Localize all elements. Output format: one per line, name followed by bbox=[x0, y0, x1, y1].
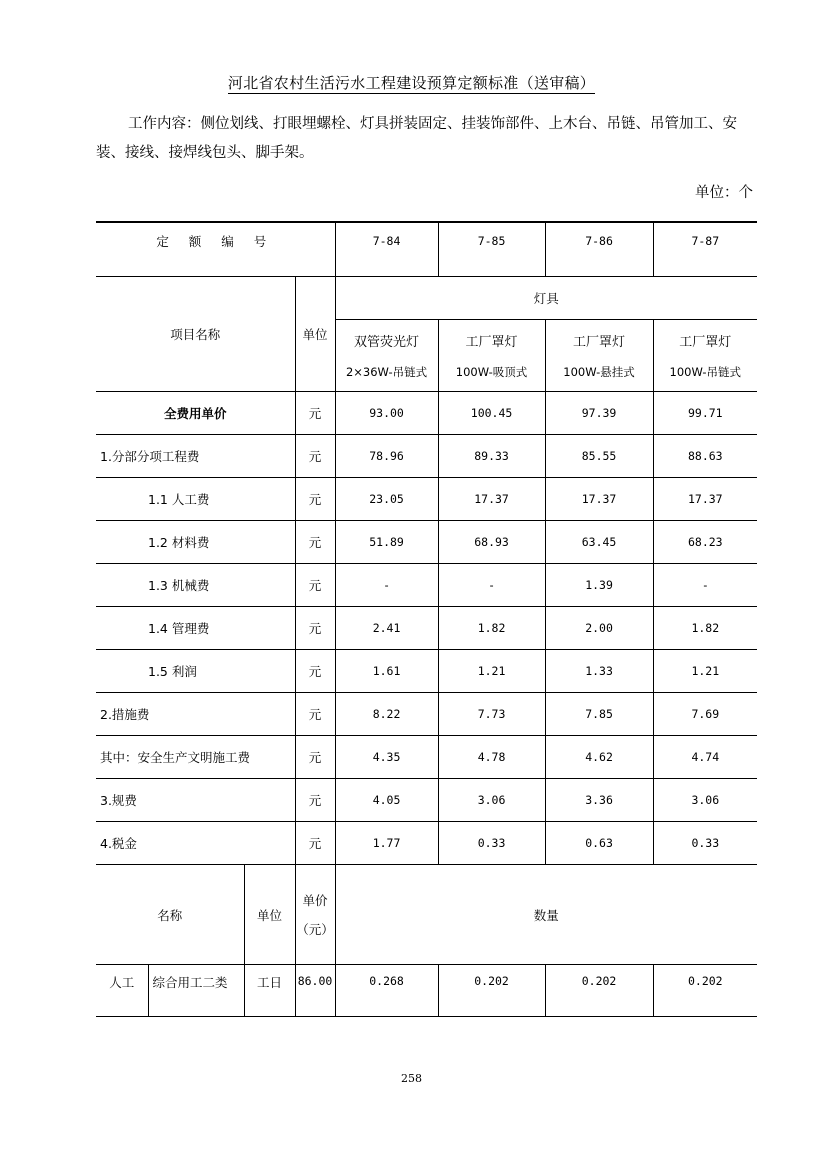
cell-value: 8.22 bbox=[335, 693, 438, 736]
row-label: 1.1 人工费 bbox=[96, 478, 295, 521]
cell-value: 0.33 bbox=[653, 822, 757, 865]
row-unit: 元 bbox=[295, 607, 335, 650]
quota-code: 7-85 bbox=[438, 222, 545, 277]
consumption-name: 综合用工二类 bbox=[148, 965, 244, 1017]
table-row bbox=[96, 736, 757, 779]
table-row bbox=[96, 521, 757, 564]
row-label: 1.3 机械费 bbox=[96, 564, 295, 607]
row-unit: 元 bbox=[295, 478, 335, 521]
row-unit: 元 bbox=[295, 392, 335, 435]
cell-value: 88.63 bbox=[653, 435, 757, 478]
row-label: 1.分部分项工程费 bbox=[96, 435, 295, 478]
cell-value: 17.37 bbox=[438, 478, 545, 521]
consumption-category: 人工 bbox=[96, 965, 148, 1017]
cell-value: 4.05 bbox=[335, 779, 438, 822]
column-header bbox=[335, 320, 438, 392]
row-label: 2.措施费 bbox=[96, 693, 295, 736]
row-unit: 元 bbox=[295, 779, 335, 822]
cell-value: 1.33 bbox=[545, 650, 653, 693]
cell-value: - bbox=[438, 564, 545, 607]
group-header: 灯具 bbox=[335, 277, 757, 320]
cell-value: - bbox=[335, 564, 438, 607]
column-spec: 2×36W-吊链式 bbox=[345, 365, 428, 379]
column-name: 工厂罩灯 bbox=[679, 335, 732, 350]
consumption-name-header: 名称 bbox=[96, 865, 244, 965]
consumption-unit-header: 单位 bbox=[244, 865, 295, 965]
consumption-header-row bbox=[96, 865, 757, 965]
row-unit: 元 bbox=[295, 822, 335, 865]
cell-value: 4.78 bbox=[438, 736, 545, 779]
consumption-unit: 工日 bbox=[244, 965, 295, 1017]
cell-value: 1.77 bbox=[335, 822, 438, 865]
cell-value: 3.36 bbox=[545, 779, 653, 822]
table-row bbox=[96, 779, 757, 822]
column-spec: 100W-吸顶式 bbox=[455, 365, 528, 379]
cell-value: 17.37 bbox=[545, 478, 653, 521]
table-row bbox=[96, 564, 757, 607]
row-unit: 元 bbox=[295, 521, 335, 564]
cell-value: 100.45 bbox=[438, 392, 545, 435]
cell-value: 89.33 bbox=[438, 435, 545, 478]
column-spec: 100W-悬挂式 bbox=[563, 365, 635, 379]
row-label: 3.规费 bbox=[96, 779, 295, 822]
table-row bbox=[96, 478, 757, 521]
quantity-header: 数量 bbox=[335, 865, 757, 965]
column-header bbox=[653, 320, 757, 392]
cell-value: 63.45 bbox=[545, 521, 653, 564]
column-name: 工厂罩灯 bbox=[465, 335, 518, 350]
cell-value: 0.268 bbox=[335, 965, 438, 1017]
quota-code: 7-86 bbox=[545, 222, 653, 277]
page-number: 258 bbox=[401, 1072, 422, 1085]
row-unit: 元 bbox=[295, 564, 335, 607]
consumption-price-header bbox=[295, 865, 335, 965]
row-unit: 元 bbox=[295, 736, 335, 779]
group-header-row bbox=[96, 277, 757, 320]
cell-value: 68.23 bbox=[653, 521, 757, 564]
work-content: 工作内容：侧位划线、打眼埋螺栓、灯具拼装固定、挂装饰部件、上木台、吊链、吊管加工、安装、接线、接焊线包头、脚手架。 bbox=[96, 116, 737, 161]
row-label: 其中：安全生产文明施工费 bbox=[96, 736, 295, 779]
price-header-line1: 单价 bbox=[302, 892, 328, 908]
cell-value: 1.21 bbox=[438, 650, 545, 693]
column-name: 双管荧光灯 bbox=[354, 335, 420, 350]
quota-code-label: 定 额 编 号 bbox=[96, 222, 335, 277]
cell-value: 0.33 bbox=[438, 822, 545, 865]
row-unit: 元 bbox=[295, 693, 335, 736]
quota-code: 7-87 bbox=[653, 222, 757, 277]
cell-value: 4.74 bbox=[653, 736, 757, 779]
column-header bbox=[545, 320, 653, 392]
row-unit: 元 bbox=[295, 435, 335, 478]
row-unit: 元 bbox=[295, 650, 335, 693]
cell-value: 0.202 bbox=[438, 965, 545, 1017]
price-header-line2: （元） bbox=[296, 921, 334, 937]
cell-value: 3.06 bbox=[438, 779, 545, 822]
cell-value: 1.39 bbox=[545, 564, 653, 607]
cell-value: 99.71 bbox=[653, 392, 757, 435]
cell-value: 1.21 bbox=[653, 650, 757, 693]
unit-label: 单位：个 bbox=[695, 185, 753, 201]
cell-value: 0.202 bbox=[653, 965, 757, 1017]
consumption-price: 86.00 bbox=[295, 965, 335, 1017]
cell-value: 4.62 bbox=[545, 736, 653, 779]
cell-value: 51.89 bbox=[335, 521, 438, 564]
consumption-row bbox=[96, 965, 757, 1017]
cell-value: 1.82 bbox=[438, 607, 545, 650]
cell-value: 2.41 bbox=[335, 607, 438, 650]
cell-value: 68.93 bbox=[438, 521, 545, 564]
cell-value: 17.37 bbox=[653, 478, 757, 521]
cell-value: 1.61 bbox=[335, 650, 438, 693]
table-row bbox=[96, 607, 757, 650]
cell-value: 0.202 bbox=[545, 965, 653, 1017]
cell-value: 93.00 bbox=[335, 392, 438, 435]
cell-value: 2.00 bbox=[545, 607, 653, 650]
column-header bbox=[438, 320, 545, 392]
cell-value: 0.63 bbox=[545, 822, 653, 865]
quota-code-row bbox=[96, 222, 757, 277]
document-title: 河北省农村生活污水工程建设预算定额标准（送审稿） bbox=[227, 74, 596, 92]
quota-table bbox=[96, 221, 757, 1017]
row-label: 1.4 管理费 bbox=[96, 607, 295, 650]
item-name-header: 项目名称 bbox=[96, 277, 295, 392]
table-row bbox=[96, 392, 757, 435]
row-label: 1.5 利润 bbox=[96, 650, 295, 693]
unit-header: 单位 bbox=[295, 277, 335, 392]
cell-value: 1.82 bbox=[653, 607, 757, 650]
cell-value: 4.35 bbox=[335, 736, 438, 779]
column-spec: 100W-吊链式 bbox=[669, 365, 742, 379]
cell-value: 23.05 bbox=[335, 478, 438, 521]
cell-value: 3.06 bbox=[653, 779, 757, 822]
cell-value: 97.39 bbox=[545, 392, 653, 435]
quota-code: 7-84 bbox=[335, 222, 438, 277]
row-label: 4.税金 bbox=[96, 822, 295, 865]
cell-value: - bbox=[653, 564, 757, 607]
table-row bbox=[96, 650, 757, 693]
cell-value: 78.96 bbox=[335, 435, 438, 478]
cell-value: 7.69 bbox=[653, 693, 757, 736]
table-row bbox=[96, 435, 757, 478]
table-row bbox=[96, 822, 757, 865]
table-row bbox=[96, 693, 757, 736]
row-label: 1.2 材料费 bbox=[96, 521, 295, 564]
cell-value: 85.55 bbox=[545, 435, 653, 478]
cell-value: 7.73 bbox=[438, 693, 545, 736]
cell-value: 7.85 bbox=[545, 693, 653, 736]
row-label: 全费用单价 bbox=[96, 392, 295, 435]
column-name: 工厂罩灯 bbox=[573, 335, 626, 350]
